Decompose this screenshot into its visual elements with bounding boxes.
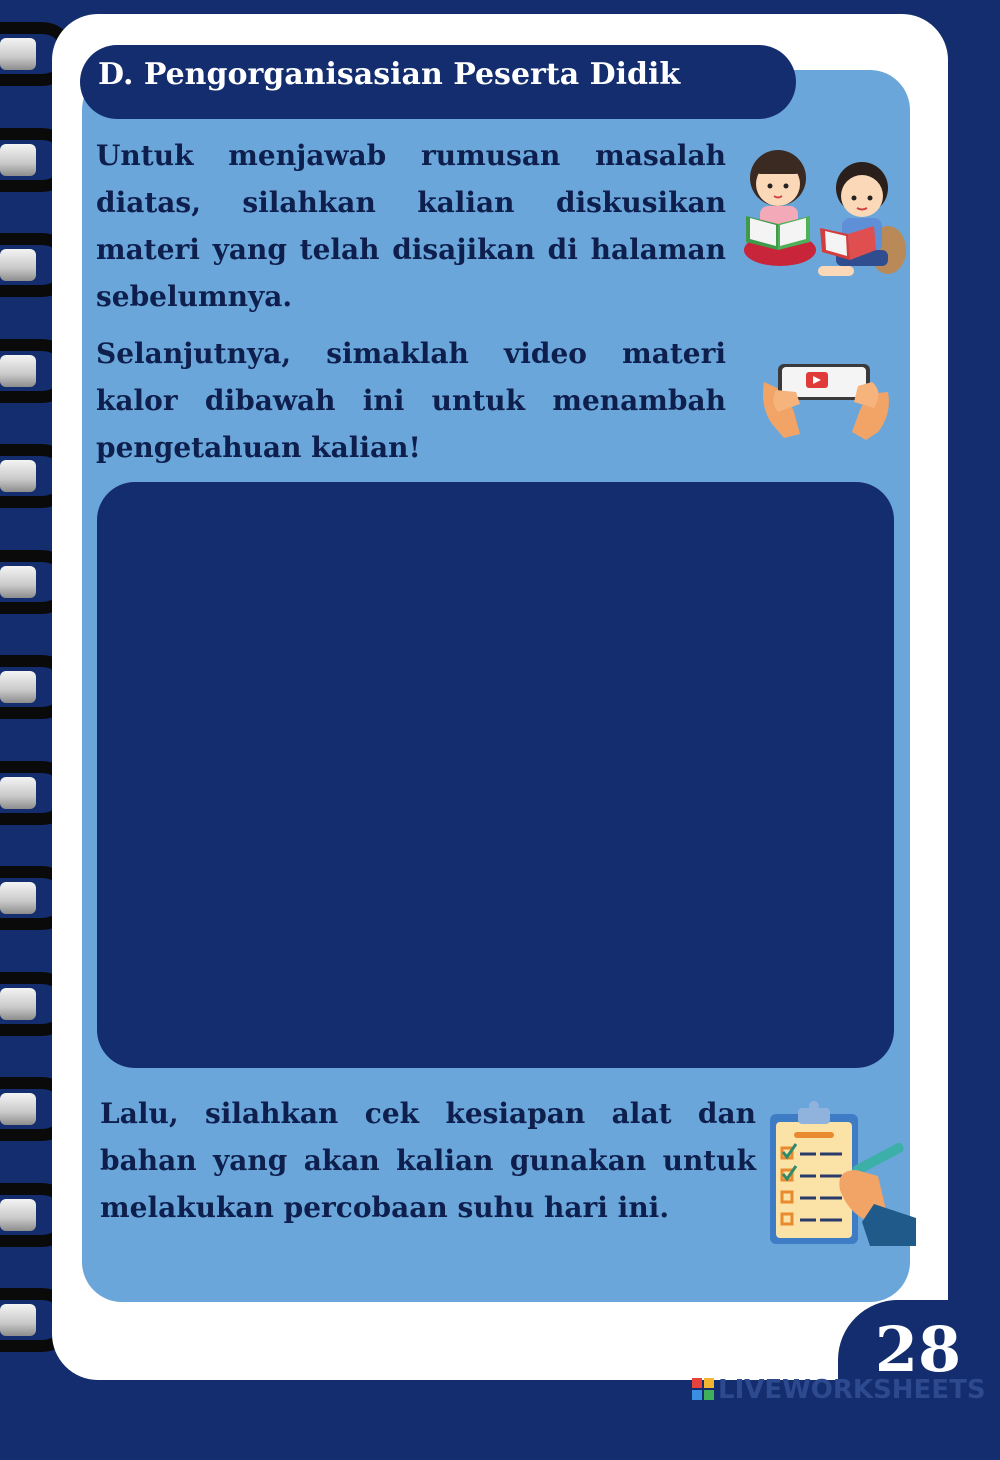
paragraph-check-tools: Lalu, silahkan cek kesiapan alat dan bahan yang akan kalian gunakan untuk melakukan percobaan suhu hari ini.: [100, 1097, 756, 1224]
children-reading-icon: [740, 138, 910, 290]
watermark-text: LIVEWORKSHEETS: [718, 1375, 986, 1405]
paragraph-video-instruction: Selanjutnya, simaklah video materi kalor dibawah ini untuk menambah pengetahuan kalian!: [96, 337, 726, 464]
phone-video-icon: [760, 352, 892, 442]
section-title: D. Pengorganisasian Peserta Didik: [80, 45, 796, 119]
liveworksheets-logo-icon: [692, 1378, 714, 1400]
paragraph-discussion: Untuk menjawab rumusan masalah diatas, silahkan kalian diskusikan materi yang telah disajikan di halaman sebelumnya.: [96, 139, 726, 313]
video-embed-area[interactable]: [97, 482, 894, 1068]
liveworksheets-watermark: [692, 1376, 992, 1404]
page-number: 28: [874, 1313, 962, 1386]
checklist-clipboard-icon: [766, 1100, 918, 1248]
